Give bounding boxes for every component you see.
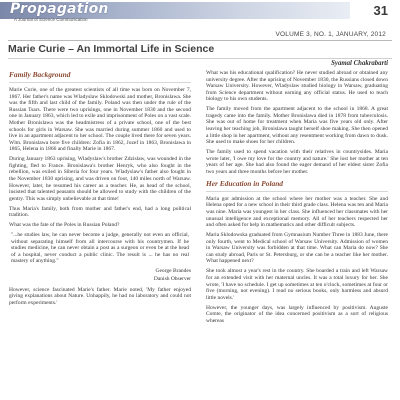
paragraph: However, the younger days, was largely influenced by positivism. Auguste Comte, the originator of the idea concerned positivism as a sort of religious whereas <box>206 304 388 324</box>
paragraph: Maria Sklodowska graduated from Gymnasium Number Three in 1883 June, there only fourth, went to Medical school of Warsaw University. Admission of women in Warsaw University was forbidden at that time. What can Maria do now? She can study abroad, Paris or St. Petersburg, or she can be a teacher like her mother. What happened next? <box>206 232 388 265</box>
paragraph: Marie Curie, one of the greatest scientists of all time was born on November 7, 1867. Her father's name was Wladyslaw Sklodowski and mother, Bronislawa. She was the fifth and last child of the family. Poland was then under the rule of the Russian Tsars. There were two uprisings, one in November 1830 and the second one in January 1863, which led to exile and imprisonment of Poles on a vast scale. Mother Bronislawa was the headmistress of a private school, one of the best schools for girls in Warsaw. She was married during summer 1860 and used to live in an apartment adjacent to her school. The couple lived there for seven years. Wlm. Bronislawa bore five children: Zofia in 1862, Jozef in 1863, Bronislawa in 1865, Helena in 1866 and finally Marie in 1867. <box>9 87 191 153</box>
block-quote: "...he studies law, he can never become a judge, generally not even an official, without separating himself from all intercourse with his countrymen. If he studies medicine, he can never obtain a post as a surgeon or even be at the head of a hospital, never conduct a public clinic. The result is ... he has no real mastery of anything." <box>11 232 189 265</box>
left-column <box>9 70 191 396</box>
article-author: Syamal Chakrabarti <box>331 60 388 67</box>
paragraph: The family used to spend vacation with their relatives in countrysides. Maria wrote later, 'I owe my love for the country and nature.' She lost her mother at ten years of her age. She had also found the eager demand of her eldest sister Zofia two years and three months before her mother. <box>206 149 388 175</box>
section-heading-education: Her Education in Poland <box>206 178 283 188</box>
section-divider <box>206 191 388 192</box>
paragraph: Thus Maria's family, both from mother and father's end, had a long political tradition. <box>9 205 191 219</box>
quote-source: George Brandes <box>155 268 191 275</box>
paragraph: However, science fascinated Marie's father. Marie noted, 'My father enjoyed giving explanations about Nature. Unhappily, he had no laboratory and could not perform experiments.' <box>9 286 191 306</box>
quote-source-detail: Danish Observer <box>153 275 191 282</box>
paragraph: What was his educational qualification? He never studied abroad or obtained any university degree. After the uprising of November 1830, the Russians closed down Warsaw University. However, Wladyslaw studied biology in Warsaw, graduating from Science department without earning any official status. He used to teach biology to his own students. <box>206 70 388 103</box>
volume-line: VOLUME 3, NO. 1, JANUARY, 2012 <box>275 31 386 38</box>
paragraph: She took almost a year's rest in the country. She boarded a train and left Warsaw for an extended visit with her maternal uncles. It was a total luxury for her. She wrote, 'I have no schedule. I get up sometimes at ten o'clock, sometimes at four or five (morning, not evening). I read no serious books, only harmless and absurd little novels.' <box>206 268 388 301</box>
paragraph: During January 1863 uprising, Wladyslaw's brother Zdzislaw, was wounded in the fighting, fled to France. Bronislawa's brother Henryk, who also fought in the rebellion, was exiled in Siberia for four years. Wladyslaw's father also fought in the November 1830 uprising, and was driven on foot, 140 miles north of Warsaw. However, later, he resumed his career as a teacher. He, as head of the school, insisted that talented peasants should be allowed to study with the children of the gentry. This was simply unbelievable at that time! <box>9 156 191 202</box>
journal-subtitle: A Journal of Science Communication <box>14 17 88 22</box>
right-column <box>206 70 388 396</box>
question-line: What was the fate of the Poles in Russian Poland? <box>9 222 120 229</box>
title-divider <box>8 58 392 59</box>
paragraph: The family moved from the apartment adjacent to the school in 1868. A great tragedy came into the family. Mother Bronislawa died in 1878 from tuberculosis. She was out of home for treatment when Maria was five years old only. After leaving her teaching job, Bronislawa taught herself shoe making. She then opened a little shop in her apartment, without any resentment working from dawn to dusk. She used to make shoes for her children. <box>206 106 388 146</box>
masthead <box>0 0 400 24</box>
header-divider <box>8 40 392 41</box>
section-divider <box>9 82 191 83</box>
paragraph: Maria got admission at the school where her mother was a teacher. She and Helena opted for a new school in their third grade class. Helena was ten and Maria was nine. Maria was youngest in her class. She influenced her classmates with her unusual intelligence and exceptional memory. All of her teachers respected her and often asked for help in mathematics and other difficult subjects. <box>206 195 388 229</box>
article-title: Marie Curie – An Immortal Life in Science <box>8 43 215 55</box>
journal-logo: Propagation <box>10 1 109 17</box>
page-number: 31 <box>373 3 388 18</box>
section-heading-family-background: Family Background <box>9 70 71 79</box>
